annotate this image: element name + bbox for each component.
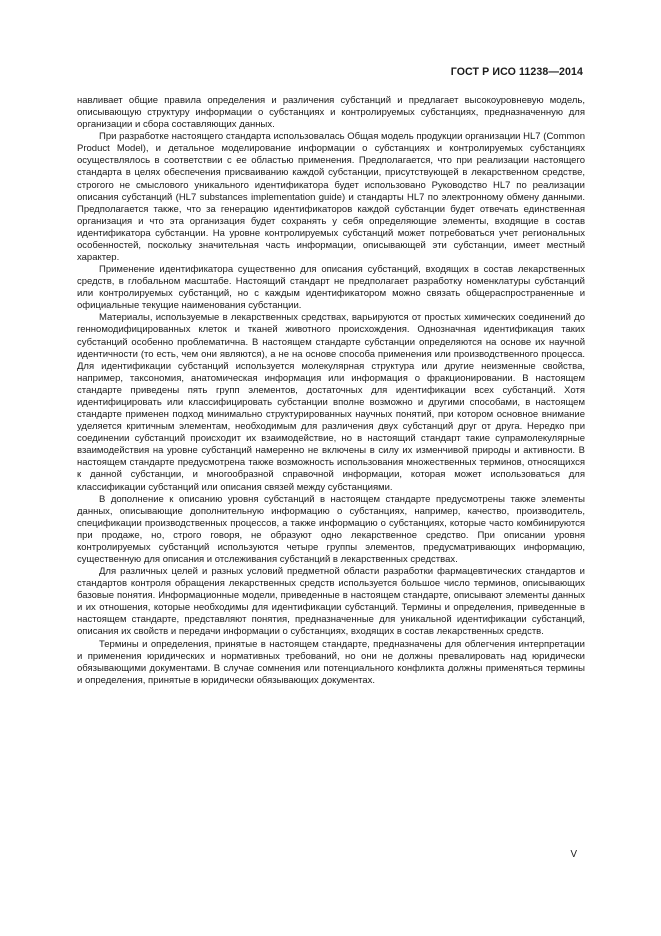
paragraph: При разработке настоящего стандарта использовалась Общая модель продукции организации HL7 (Common Product Model), и детальное моделирование информации о субстанциях и контролируемых субстанциях осуществлялось в соответствии с ее областью применения. Предполагается, что при реализации настоящего стандарта в целях обеспечения присваиванию каждой субстанции, присутствующей в лекарственном средстве, строгого не смыслового уникального идентификатора будет использовано Руководство HL7 по реализации описания субстанций (HL7 substances implementation guide) и стандарты HL7 по электронному обмену данными. Предполагается также, что за генерацию идентификаторов каждой субстанции будет отвечать единственная организация и что эта организация будет сохранять у себя определяющие элементы, входящие в состав идентификатора субстанции. На уровне контролируемых субстанций может потребоваться учет региональных особенностей, поскольку значительная часть информации, описывающей эти субстанции, имеет местный характер. (77, 131, 585, 264)
main-text (77, 95, 585, 687)
paragraph: Материалы, используемые в лекарственных средствах, варьируются от простых химических соединений до генномодифицированных клеток и тканей животного происхождения. Однозначная идентификация таких субстанций особенно проблематична. В настоящем стандарте субстанции определяются на основе их научной идентичности (то есть, чем они являются), а не на основе способа применения или производственного процесса. Для идентификации субстанций используется молекулярная структура или другие неизменные свойства, например, таксономия, анатомическая информация или информация о фракционировании. В настоящем стандарте приведены пять групп элементов, достаточных для идентификации всех субстанций. Хотя идентифицировать или классифицировать субстанции вполне возможно и другими способами, в настоящем стандарте применен подход минимально структурированных научных понятий, при котором основное внимание уделяется критичным элементам, необходимым для различения двух субстанций друг от друга. Нередко при соединении субстанций происходит их взаимодействие, но в настоящий стандарт такие супрамолекулярные взаимодействия на уровне субстанций намеренно не включены в силу их изменчивой природы и активности. В настоящем стандарте предусмотрена также возможность использования множественных терминов, относящихся к данной субстанции, и многообразной справочной информации, которая может использоваться для классификации субстанций или описания связей между субстанциями. (77, 312, 585, 493)
paragraph: Термины и определения, принятые в настоящем стандарте, предназначены для облегчения интерпретации и применения юридических и нормативных требований, но они не должны превалировать над юридически обязывающими документами. В случае сомнения или потенциального конфликта должны применяться термины и определения, принятые в юридически обязывающих документах. (77, 638, 585, 686)
paragraph: Для различных целей и разных условий предметной области разработки фармацевтических стандартов и стандартов контроля обращения лекарственных средств используется большое число терминов, описывающих базовые понятия. Информационные модели, приведенные в настоящем стандарте, описывают элементы данных и их отношения, которые необходимы для идентификации субстанций. Термины и определения, приведенные в настоящем стандарте, представляют понятия, предназначенные для уникальной идентификации субстанций, описания их свойств и передачи информации о субстанциях, входящих в состав лекарственных средств. (77, 566, 585, 638)
paragraph: В дополнение к описанию уровня субстанций в настоящем стандарте предусмотрены также элементы данных, описывающие дополнительную информацию о субстанциях, например, качество, производитель, спецификации производственных процессов, а также информацию о субстанциях, которые часто комбинируются при продаже, но, строго говоря, не образуют одно лекарственное средство. При описании уровня контролируемых субстанций используются четыре группы элементов, предусматривающих информацию, существенную для описания и отслеживания субстанций в лекарственных средствах. (77, 493, 585, 565)
paragraph: Применение идентификатора существенно для описания субстанций, входящих в состав лекарственных средств, в глобальном масштабе. Настоящий стандарт не предполагает разработку номенклатуры субстанций или контролируемых субстанций, но с каждым идентификатором можно связать общераспространенные и официальные текущие наименования субстанции. (77, 264, 585, 312)
document-code: ГОСТ Р ИСО 11238—2014 (450, 66, 583, 78)
paragraph: навливает общие правила определения и различения субстанций и предлагает высокоуровневую модель, описывающую структуру информации о субстанциях и контролируемых субстанциях, предназначенную для организации и сбора составляющих данных. (77, 95, 585, 131)
page-number: V (570, 849, 577, 860)
